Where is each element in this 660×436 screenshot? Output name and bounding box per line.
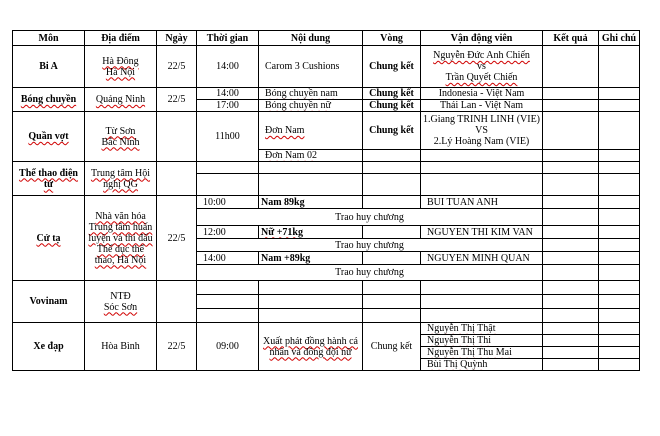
round-cell	[363, 252, 421, 265]
date-xedap: 22/5	[157, 323, 197, 371]
athlete-name: Nguyễn Thị Thật	[427, 323, 496, 334]
round-cell	[363, 281, 421, 295]
venue-line: Từ Sơn	[105, 125, 136, 137]
content-cell	[259, 88, 363, 100]
time-cell	[197, 174, 259, 196]
note-cell	[599, 150, 640, 162]
time-cell	[197, 162, 259, 174]
result-cell	[543, 150, 599, 162]
result-cell	[543, 323, 599, 335]
note-cell	[599, 265, 640, 281]
time-cell: 12:00	[197, 226, 259, 239]
note-cell	[599, 359, 640, 371]
result-cell	[543, 100, 599, 112]
venue-line: Trung tâm Hội nghị QG	[90, 167, 151, 190]
vs-label: VS	[475, 125, 488, 136]
content-label: Bóng chuyền nữ	[265, 100, 331, 111]
result-cell	[543, 226, 599, 239]
athletes-cell	[421, 162, 543, 174]
date-cell	[157, 281, 197, 323]
sport-quanvot	[13, 112, 85, 162]
note-cell	[599, 196, 640, 209]
result-cell	[543, 239, 599, 252]
round-bia: Chung kết	[363, 46, 421, 88]
result-cell	[543, 347, 599, 359]
content-label: Bóng chuyền nam	[265, 88, 338, 99]
round-cell: Chung kết	[363, 100, 421, 112]
result-cell	[543, 112, 599, 150]
note-cell	[599, 226, 640, 239]
table-row	[13, 46, 640, 88]
athletes-cell	[421, 295, 543, 309]
time-cell	[197, 281, 259, 295]
venue-line: Quảng Ninh	[95, 94, 146, 105]
result-cell	[543, 295, 599, 309]
sport-label: Bóng chuyền	[20, 94, 77, 105]
athlete-name: Nguyễn Đức Anh Chiến	[433, 50, 530, 61]
sport-label: Thể thao điện tử	[19, 167, 78, 190]
schedule-sheet	[12, 30, 639, 402]
round-cell	[363, 196, 421, 209]
round-cell	[363, 295, 421, 309]
table-row	[13, 196, 640, 209]
sport-label: Quần vợt	[28, 131, 69, 142]
note-cell	[599, 46, 640, 88]
note-cell	[599, 295, 640, 309]
result-cell	[543, 196, 599, 209]
result-cell	[543, 209, 599, 226]
date-bia: 22/5	[157, 46, 197, 88]
table-row	[13, 323, 640, 335]
header-noi-dung: Nội dung	[259, 31, 363, 46]
table-row	[13, 281, 640, 295]
content-cell	[259, 162, 363, 174]
schedule-table	[12, 30, 640, 371]
time-cell: 10:00	[197, 196, 259, 209]
result-cell	[543, 265, 599, 281]
note-cell	[599, 252, 640, 265]
time-cell: 14:00	[197, 252, 259, 265]
date-cell	[157, 112, 197, 162]
athletes-cell	[421, 174, 543, 196]
venue-xedap: Hòa Bình	[85, 323, 157, 371]
content-cell	[259, 295, 363, 309]
athlete-name: 2.Lý Hoàng Nam (VIE)	[433, 136, 530, 147]
content-label: Đơn Nam 02	[265, 150, 317, 161]
content-cell	[259, 309, 363, 323]
sport-vovinam: Vovinam	[13, 281, 85, 323]
athlete-name: Nguyễn Thị Thi	[427, 335, 492, 346]
medal-ceremony: Trao huy chương	[197, 265, 543, 281]
round-cell	[363, 150, 421, 162]
athletes-cell	[421, 309, 543, 323]
athlete-name: Nguyễn Thị Thu Mai	[427, 347, 512, 358]
date-cuta: 22/5	[157, 196, 197, 281]
athlete-name: 1.Giang TRINH LINH (VIE)	[423, 114, 541, 125]
header-ket-qua: Kết quả	[543, 31, 599, 46]
sport-label: Cử tạ	[36, 232, 61, 244]
note-cell	[599, 112, 640, 150]
content-cell	[259, 174, 363, 196]
round-cell: Chung kết	[363, 88, 421, 100]
athlete-cell	[421, 323, 543, 335]
medal-ceremony: Trao huy chương	[197, 209, 543, 226]
athlete-cell	[421, 335, 543, 347]
venue-quanvot	[85, 112, 157, 162]
sport-xedap: Xe đạp	[13, 323, 85, 371]
venue-line: Nhà văn hóa Trung tâm huấn luyện và thi đấu Thể dục thể thao, Hà Nội	[88, 210, 153, 266]
content-xedap	[259, 323, 363, 371]
header-ghi-chu: Ghi chú	[599, 31, 640, 46]
venue-bia	[85, 46, 157, 88]
sport-bongchuyen	[13, 88, 85, 112]
header-ngay: Ngày	[157, 31, 197, 46]
note-cell	[599, 309, 640, 323]
time-cell: 17:00	[197, 100, 259, 112]
header-thoi-gian: Thời gian	[197, 31, 259, 46]
result-cell	[543, 174, 599, 196]
athlete-name: Bùi Thị Quỳnh	[427, 359, 488, 370]
venue-line: Sóc Sơn	[103, 301, 138, 313]
time-xedap: 09:00	[197, 323, 259, 371]
content-cell	[259, 226, 363, 239]
venue-line: Hà Đông	[102, 55, 139, 67]
content-cell	[259, 100, 363, 112]
athlete-cell: NGUYEN THI KIM VAN	[421, 226, 543, 239]
note-cell	[599, 281, 640, 295]
content-cell	[259, 112, 363, 150]
content-cell: Nam +89kg	[259, 252, 363, 265]
header-vong: Vòng	[363, 31, 421, 46]
sport-cuta	[13, 196, 85, 281]
table-row	[13, 88, 640, 100]
athletes-bia	[421, 46, 543, 88]
venue-cuta	[85, 196, 157, 281]
round-xedap: Chung kết	[363, 323, 421, 371]
time-cell	[197, 295, 259, 309]
venue-line: Hà Nội	[105, 66, 136, 78]
result-cell	[543, 88, 599, 100]
sport-esports	[13, 162, 85, 196]
athletes-quanvot	[421, 112, 543, 150]
note-cell	[599, 174, 640, 196]
content-label: Xuất phát đồng hành cá nhân và đồng đội nữ	[263, 335, 358, 358]
athletes-cell: Indonesia - Việt Nam	[421, 88, 543, 100]
header-row	[13, 31, 640, 46]
athlete-cell	[421, 347, 543, 359]
round-cell	[363, 162, 421, 174]
note-cell	[599, 335, 640, 347]
table-row	[13, 112, 640, 150]
athletes-cell: Thái Lan - Việt Nam	[421, 100, 543, 112]
athletes-cell	[421, 150, 543, 162]
time-quanvot: 11h00	[197, 112, 259, 162]
note-cell	[599, 323, 640, 335]
venue-line: NTĐ	[110, 290, 131, 302]
note-cell	[599, 347, 640, 359]
sport-bia: Bi A	[13, 46, 85, 88]
round-cell: Chung kết	[363, 112, 421, 150]
time-cell: 14:00	[197, 88, 259, 100]
header-vdv: Vận động viên	[421, 31, 543, 46]
note-cell	[599, 88, 640, 100]
result-cell	[543, 46, 599, 88]
time-bia: 14:00	[197, 46, 259, 88]
athlete-cell	[421, 359, 543, 371]
time-cell	[197, 309, 259, 323]
athletes-cell	[421, 281, 543, 295]
date-bongchuyen: 22/5	[157, 88, 197, 112]
venue-bongchuyen	[85, 88, 157, 112]
result-cell	[543, 281, 599, 295]
note-cell	[599, 209, 640, 226]
round-cell	[363, 226, 421, 239]
content-cell	[259, 150, 363, 162]
athlete-name: Trần Quyết Chiến	[445, 72, 518, 83]
content-label: Đơn Nam	[265, 125, 305, 136]
round-cell	[363, 174, 421, 196]
athlete-cell: BUI TUAN ANH	[421, 196, 543, 209]
vs-label: vs	[477, 61, 486, 72]
result-cell	[543, 162, 599, 174]
header-mon: Môn	[13, 31, 85, 46]
date-cell	[157, 162, 197, 196]
table-row	[13, 162, 640, 174]
venue-vovinam	[85, 281, 157, 323]
venue-esports	[85, 162, 157, 196]
round-cell	[363, 309, 421, 323]
note-cell	[599, 100, 640, 112]
header-dia-diem: Địa điểm	[85, 31, 157, 46]
note-cell	[599, 239, 640, 252]
result-cell	[543, 359, 599, 371]
note-cell	[599, 162, 640, 174]
result-cell	[543, 309, 599, 323]
result-cell	[543, 252, 599, 265]
content-bia: Carom 3 Cushions	[259, 46, 363, 88]
result-cell	[543, 335, 599, 347]
venue-line: Bắc Ninh	[101, 136, 140, 148]
content-label: Nữ +71kg	[261, 226, 303, 238]
medal-ceremony: Trao huy chương	[197, 239, 543, 252]
content-cell	[259, 281, 363, 295]
athlete-cell: NGUYEN MINH QUAN	[421, 252, 543, 265]
content-cell: Nam 89kg	[259, 196, 363, 209]
